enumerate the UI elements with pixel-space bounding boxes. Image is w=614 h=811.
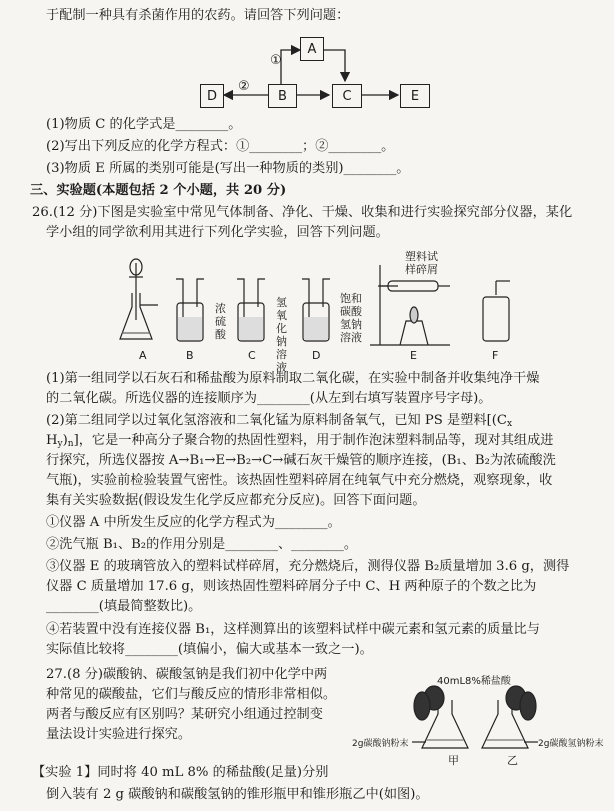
apparatus-label-f: F [492, 349, 499, 362]
q26-p2-line4: 气瓶)，实验前检验装置气密性。该热固性塑料碎屑在纯氧气中充分燃烧，观察现象，收 [46, 473, 553, 488]
flow-label-1: ① [270, 53, 282, 68]
q26-p2-line2: $H_y)_n$]，它是一种高分子聚合物的热固性塑料，用于制作泡沫塑料制品等，现对其组成进 [46, 433, 554, 449]
q27-fig-jia: 甲 [448, 754, 459, 767]
q25-part3: (3)物质 E 所属的类别可能是(写出一种物质的类别)________。 [46, 161, 410, 176]
q27-line4: 量法设计实验进行探究。 [46, 727, 192, 742]
q27-fig-right-label: 2g碳酸氢钠粉末 [538, 739, 604, 749]
flow-node-d: D [200, 84, 224, 108]
apparatus-label-d: D [312, 349, 321, 362]
q27-fig-left-label: 2g碳酸钠粉末 [352, 739, 409, 749]
q26-sub3-line1: ③仪器 E 的玻璃管放入的塑料试样碎屑，充分燃烧后，测得仪器 B₂质量增加 3.6 g，测得 [46, 559, 570, 574]
apparatus-label-b: B [186, 349, 194, 362]
q25-part1: (1)物质 C 的化学式是________。 [46, 117, 242, 132]
q26-line1: 26.(12 分)下图是实验室中常见气体制备、净化、干燥、收集和进行实验探究部分仪器，某化 [32, 205, 573, 220]
q25-part2: (2)写出下列反应的化学方程式：①________；②________。 [46, 139, 395, 154]
q26-sub2: ②洗气瓶 B₁、B₂的作用分别是________、________。 [46, 537, 358, 552]
flow-node-b: B [268, 84, 297, 108]
arrow-a-to-c [322, 50, 345, 81]
section-heading: 三、实验题(本题包括 2 个小题，共 20 分) [30, 183, 287, 198]
q26-line2: 学小组的同学欲利用其进行下列化学实验，回答下列问题。 [46, 225, 389, 240]
q27-line5: 【实验 1】同时将 40 mL 8% 的稀盐酸(足量)分别 [32, 765, 329, 780]
flow-node-a: A [300, 37, 324, 61]
q26-sub3-line2: 仪器 C 质量增加 17.6 g，则该热固性塑料碎屑分子中 C、H 两种原子的个数之比为 [46, 579, 537, 594]
q27-line6: 倒入装有 2 g 碳酸钠和碳酸氢钠的锥形瓶甲和锥形瓶乙中(如图)。 [46, 787, 429, 802]
q26-p2-line1: (2)第二组同学以过氧化氢溶液和二氧化锰为原料制备氧气，已知 PS 是塑料[($C_x$ [46, 413, 513, 429]
q27-line3: 两者与酸反应有区别吗？某研究小组通过控制变 [46, 707, 323, 722]
intro-text: 于配制一种具有杀菌作用的农药。请回答下列问题： [46, 8, 350, 23]
q26-sub3-line3: ________(填最简整数比)。 [46, 599, 202, 614]
q26-p1-line1: (1)第一组同学以石灰石和稀盐酸为原料制取二氧化碳，在实验中制备并收集纯净干燥 [46, 371, 540, 386]
q26-sub4-line2: 实际值比较将________(填偏小，偏大或基本一致之一)。 [46, 642, 373, 657]
q26-sub1: ①仪器 A 中所发生反应的化学方程式为________。 [46, 515, 341, 530]
q26-p2-line5: 集有关实验数据(假设发生化学反应都充分反应)。回答下面问题。 [46, 493, 426, 508]
flow-label-2: ② [238, 79, 250, 94]
apparatus-c-label: 氢氧化钠溶液 [276, 296, 287, 374]
q27-line1: 27.(8 分)碳酸钠、碳酸氢钠是我们初中化学中两 [46, 667, 328, 682]
flow-node-e: E [400, 84, 430, 108]
q26-p1-line2: 的二氧化碳。所选仪器的连接顺序为________(从左到右填写装置序号字母)。 [46, 391, 492, 406]
flow-node-c: C [332, 84, 362, 108]
arrow-b-to-a [281, 50, 300, 84]
apparatus-e-label-2: 样碎屑 [405, 263, 438, 276]
q27-line2: 种常见的碳酸盐，它们与酸反应的情形非常相似。 [46, 687, 337, 702]
q26-p2-line3: 行探究，所选仪器按 A→B₁→E→B₂→C→碱石灰干燥管的顺序连接，(B₁、B₂为浓硫酸洗 [46, 453, 556, 468]
apparatus-label-c: C [248, 349, 256, 362]
apparatus-drawing [0, 245, 614, 370]
apparatus-label-e: E [410, 349, 417, 362]
q27-fig-top-label: 40mL8%稀盐酸 [437, 676, 511, 687]
apparatus-d-label: 饱和碳酸氢钠溶液 [340, 292, 362, 344]
q27-fig-yi: 乙 [507, 754, 518, 767]
apparatus-label-a: A [139, 349, 147, 362]
q27-flasks-drawing [360, 672, 610, 772]
apparatus-e-label-1: 塑料试 [405, 250, 438, 263]
apparatus-b-label: 浓硫酸 [215, 302, 226, 341]
q26-sub4-line1: ④若装置中没有连接仪器 B₁，这样测算出的该塑料试样中碳元素和氢元素的质量比与 [46, 622, 540, 637]
